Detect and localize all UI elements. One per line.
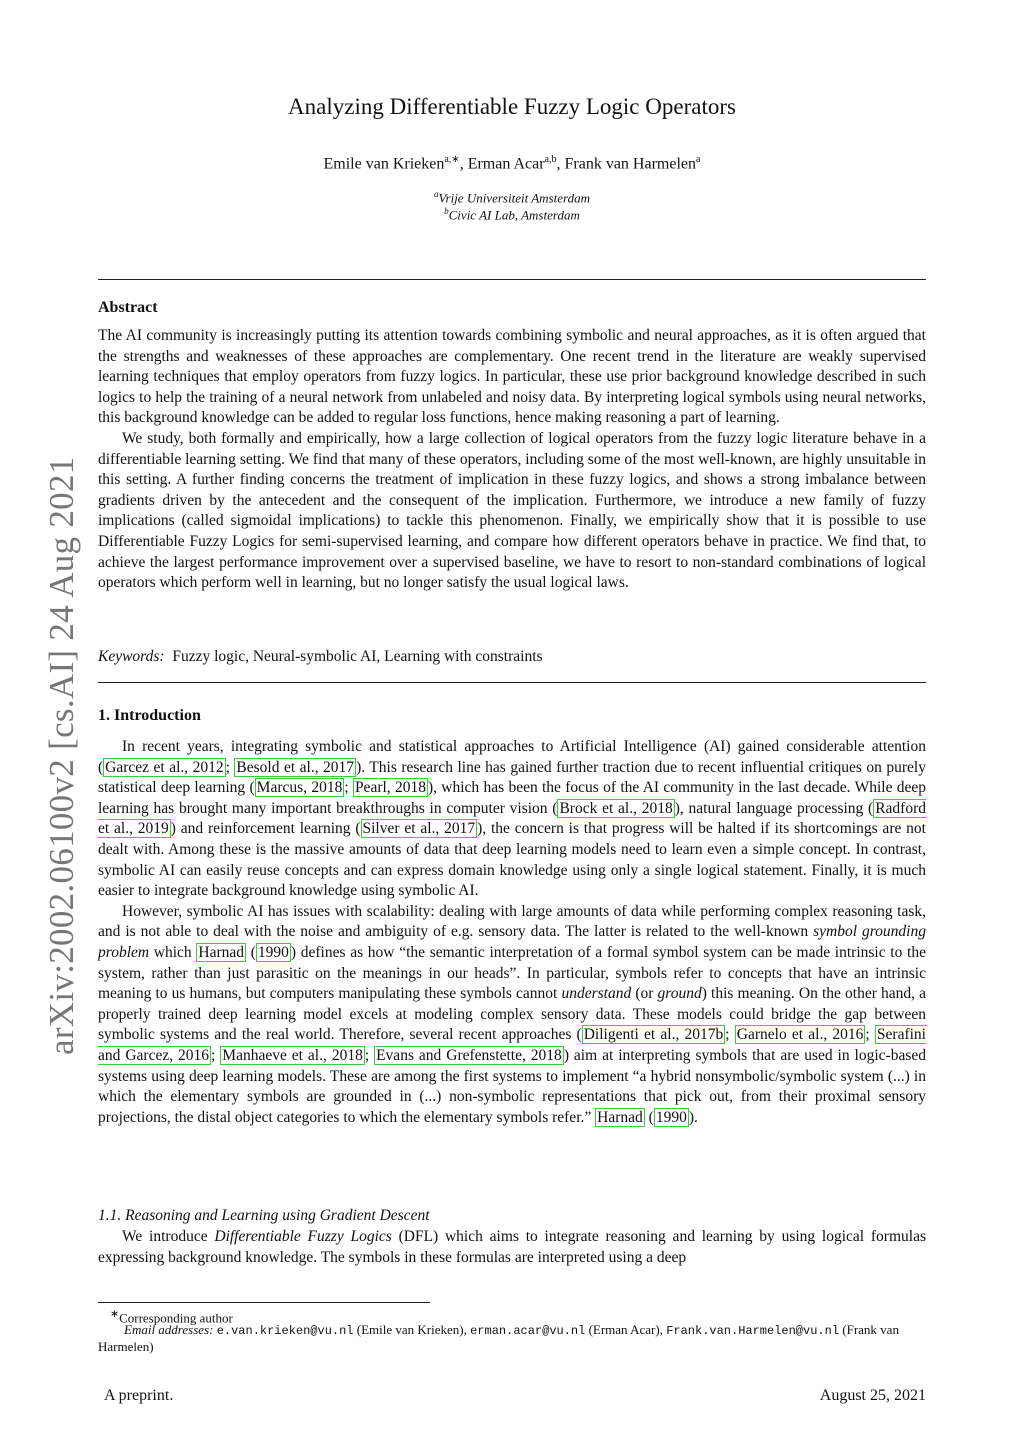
text-run: However, symbolic AI has issues with scalability: dealing with large amounts of data while performing complex reasoning task, and is not able to deal with the noise and ambiguity of e.g. sensory data. The latter is related to the well-known xyxy=(98,902,926,941)
text-run: which xyxy=(149,943,197,961)
text-run: ( xyxy=(246,943,256,961)
author-name: Erman Acar xyxy=(467,155,545,173)
author-affiliation-mark: a xyxy=(696,154,701,165)
author-affiliation-mark: a,b xyxy=(544,154,557,165)
abstract-bottom-rule xyxy=(98,682,926,683)
affiliation-mark: a xyxy=(434,189,439,199)
text-run: ), the concern is that progress will be halted if its shortcomings are not dealt with. Among these is the massive amounts of data that deep learning models need to learn even a simple concept. In contrast, symbolic AI can easily reuse concepts and can express domain knowledge using only a single logical statement. Finally, it is much easier to integrate background knowledge using symbolic AI. xyxy=(98,820,926,900)
citation-link[interactable]: Diligenti et al., 2017b xyxy=(583,1026,724,1044)
email-label: Email addresses: xyxy=(124,1322,214,1337)
abstract-heading: Abstract xyxy=(98,299,158,316)
text-run: ) this meaning. On the other hand, a properly trained deep learning model excels at modeling complex sensory data. These models could bridge the gap between symbolic systems and the real world. Therefore, several recent approaches ( xyxy=(98,985,926,1044)
author-name: Frank van Harmelen xyxy=(564,155,697,173)
author-separator: , xyxy=(556,155,565,173)
citation-link[interactable]: Harnad xyxy=(597,1108,643,1126)
abstract-top-rule xyxy=(98,279,926,280)
footnote-emails xyxy=(98,1322,926,1355)
email-owner: (Emile van Krieken), xyxy=(356,1322,467,1337)
intro-paragraph xyxy=(98,902,926,1129)
keywords-label: Keywords: xyxy=(98,648,165,665)
email-owner: (Frank van Harmelen) xyxy=(98,1322,899,1354)
citation-link[interactable]: Serafini and Garcez, 2016 xyxy=(98,1026,926,1064)
citation-link[interactable]: Garnelo et al., 2016 xyxy=(736,1026,864,1044)
affiliation xyxy=(98,203,926,223)
affiliation-mark: b xyxy=(444,206,449,216)
text-run: ; xyxy=(225,758,235,776)
abstract-body xyxy=(98,326,926,594)
affiliation-name: Vrije Universiteit Amsterdam xyxy=(438,190,590,206)
text-run: ; xyxy=(865,1026,875,1044)
text-run: ), which has been the focus of the AI community in the last decade. While deep learning has brought many important breakthroughs in computer vision ( xyxy=(98,779,927,817)
email-link[interactable]: erman.acar@vu.nl xyxy=(470,1324,586,1338)
subsection-paragraph xyxy=(98,1227,926,1268)
citation-link[interactable]: 1990 xyxy=(257,943,289,961)
citation-link[interactable]: Brock et al., 2018 xyxy=(559,799,673,817)
introduction-body xyxy=(98,737,926,1128)
text-run: ; xyxy=(725,1026,735,1044)
emphasized-term: Differentiable Fuzzy Logics xyxy=(214,1228,392,1245)
footnote-rule xyxy=(98,1302,430,1303)
abstract-paragraph: The AI community is increasingly putting its attention towards combining symbolic and neural approaches, as it is often argued that the strengths and weaknesses of these approaches are complementary. One recent trend in the literature are weakly supervised learning techniques that employ operators from fuzzy logics. In particular, these use prior background knowledge described in such logics to help the training of a neural network from unlabeled and noisy data. By interpreting logical symbols using neural networks, this background knowledge can be added to regular loss functions, hence making reasoning a part of learning. xyxy=(98,327,926,427)
citation-link[interactable]: 1990 xyxy=(655,1108,687,1126)
text-run: ). This research line has gained further traction due to recent influential critiques on purely statistical deep learning ( xyxy=(98,758,926,797)
email-link[interactable]: Frank.van.Harmelen@vu.nl xyxy=(666,1324,840,1338)
footer-date: August 25, 2021 xyxy=(819,1387,926,1404)
citation-link[interactable]: Radford et al., 2019 xyxy=(98,799,926,838)
citation-link[interactable]: Besold et al., 2017 xyxy=(236,758,355,776)
author-name: Emile van Krieken xyxy=(323,155,445,173)
keywords-line xyxy=(98,647,926,668)
intro-paragraph xyxy=(98,737,926,902)
text-run: ). xyxy=(688,1108,698,1126)
citation-link[interactable]: Evans and Grefenstette, 2018 xyxy=(376,1046,562,1064)
email-link[interactable]: e.van.krieken@vu.nl xyxy=(216,1324,354,1338)
paper-title: Analyzing Differentiable Fuzzy Logic Operators xyxy=(288,94,736,119)
text-run: ) and reinforcement learning ( xyxy=(170,820,361,838)
emphasized-term: ground xyxy=(657,985,702,1003)
text-run: (DFL) which aims to integrate reasoning and learning by using logical formulas expressing background knowledge. The symbols in these formulas are interpreted using a deep xyxy=(98,1228,926,1266)
subsection-body xyxy=(98,1227,926,1268)
author-list xyxy=(98,150,926,174)
subsection-heading: 1.1. Reasoning and Learning using Gradient Descent xyxy=(98,1207,430,1224)
footer-preprint-label: A preprint. xyxy=(104,1387,174,1404)
text-run: ), natural language processing ( xyxy=(674,799,874,817)
footnote-mark: ∗ xyxy=(110,1308,120,1320)
emphasized-term: understand xyxy=(561,985,632,1003)
emphasized-term: symbol grounding problem xyxy=(98,923,926,961)
affiliation-name: Civic AI Lab, Amsterdam xyxy=(448,207,580,223)
abstract-paragraph: We study, both formally and empirically, how a large collection of logical operators from the fuzzy logic literature behave in a differentiable learning setting. We find that many of these operators, including some of the most well-known, are highly unsuitable in this setting. A further finding concerns the treatment of implication in these fuzzy logics, and shows a strong imbalance between gradients driven by the antecedent and the consequent of the implication. Furthermore, we introduce a new family of fuzzy implications (called sigmoidal implications) to tackle this phenomenon. Finally, we empirically show that it is possible to use Differentiable Fuzzy Logics for semi-supervised learning, and compare how different operators behave in practice. We find that, to achieve the largest performance improvement over a supervised baseline, we have to resort to non-standard combinations of logical operators which perform well in learning, but no longer satisfy the usual logical laws. xyxy=(98,429,926,592)
citation-link[interactable]: Harnad xyxy=(198,943,244,961)
citation-link[interactable]: Silver et al., 2017 xyxy=(362,820,476,838)
citation-link[interactable]: Manhaeve et al., 2018 xyxy=(222,1046,363,1064)
text-run: In recent years, integrating symbolic and statistical approaches to Artificial Intelligence (AI) gained considerable attention ( xyxy=(98,738,926,776)
keywords-list: Fuzzy logic, Neural-symbolic AI, Learning with constraints xyxy=(172,648,543,665)
text-run: ) defines as how “the semantic interpretation of a formal symbol system can be made intrinsic to the system, rather than just parasitic on the meanings in our heads”. In particular, symbols refer to concepts that have an intrinsic meaning to us humans, but computers manipulating these symbols cannot xyxy=(98,943,926,1003)
citation-link[interactable]: Marcus, 2018 xyxy=(256,779,343,797)
citation-link[interactable]: Garcez et al., 2012 xyxy=(105,758,224,776)
footnote-text: Corresponding author xyxy=(119,1310,233,1326)
section-heading-introduction: 1. Introduction xyxy=(98,707,201,724)
text-run: ; xyxy=(211,1046,221,1064)
text-run: ; xyxy=(364,1046,375,1064)
arxiv-identifier-stamp[interactable]: arXiv:2002.06100v2 [cs.AI] 24 Aug 2021 xyxy=(42,456,81,1055)
email-owner: (Erman Acar), xyxy=(588,1322,663,1337)
author-affiliation-mark: a,∗ xyxy=(444,154,460,165)
text-run: ) aim at interpreting symbols that are used in logic-based systems using deep learning models. These are among the first systems to implement “a hybrid nonsymbolic/symbolic system (...) in which the elementary symbols are grounded in (...) non-symbolic representations that pick out, from their proximal sensory projections, the distal object categories to which the elementary symbols refer.” xyxy=(98,1046,926,1126)
citation-link[interactable]: Pearl, 2018 xyxy=(354,779,426,797)
text-run: ( xyxy=(644,1108,654,1126)
author-separator: , xyxy=(459,155,468,173)
text-run: ; xyxy=(344,779,353,797)
text-run: (or xyxy=(631,985,658,1003)
text-run: We introduce xyxy=(122,1228,215,1245)
